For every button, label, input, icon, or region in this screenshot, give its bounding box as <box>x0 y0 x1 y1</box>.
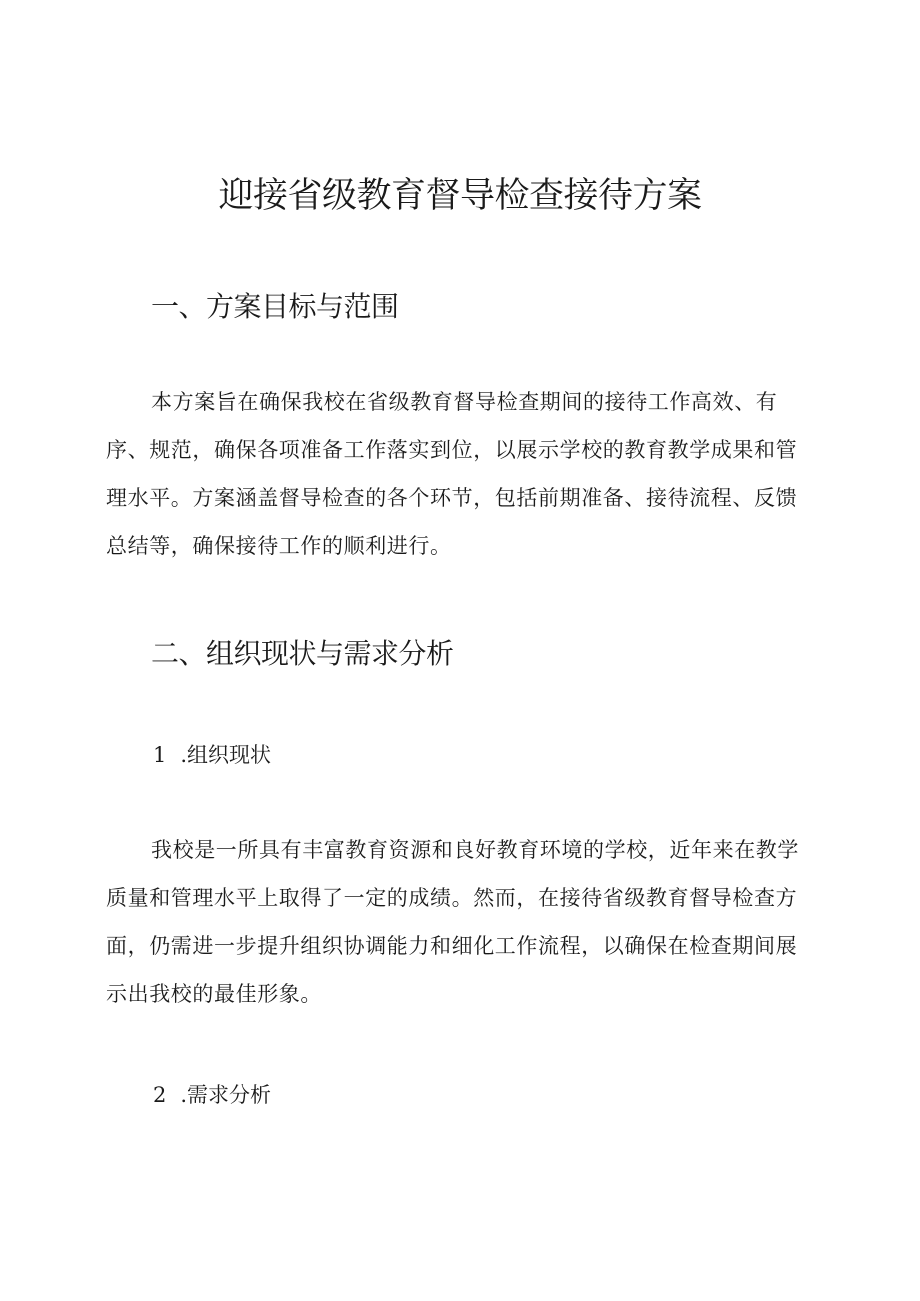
section-heading-analysis: 二、组织现状与需求分析 <box>151 637 454 670</box>
subsection-paragraph-current-status: 我校是一所具有丰富教育资源和良好教育环境的学校，近年来在教学质量和管理水平上取得了一定的成绩。然而，在接待省级教育督导检查方面，仍需进一步提升组织协调能力和细化工作流程，以确保在检查期间展示出我校的最佳形象。 <box>106 838 799 1006</box>
section-heading-goals: 一、方案目标与范围 <box>151 290 399 323</box>
subsection-number: 2 <box>153 1083 167 1107</box>
subsection-heading-current-status <box>153 739 271 771</box>
subsection-title: .组织现状 <box>180 743 272 767</box>
subsection-number: 1 <box>153 743 167 767</box>
subsection-heading-needs-analysis <box>153 1079 271 1111</box>
document-title: 迎接省级教育督导检查接待方案 <box>218 176 702 216</box>
section-paragraph-goals: 本方案旨在确保我校在省级教育督导检查期间的接待工作高效、有序、规范，确保各项准备工作落实到位，以展示学校的教育教学成果和管理水平。方案涵盖督导检查的各个环节，包括前期准备、接待流程、反馈总结等，确保接待工作的顺利进行。 <box>106 390 798 558</box>
subsection-title: .需求分析 <box>180 1083 272 1107</box>
